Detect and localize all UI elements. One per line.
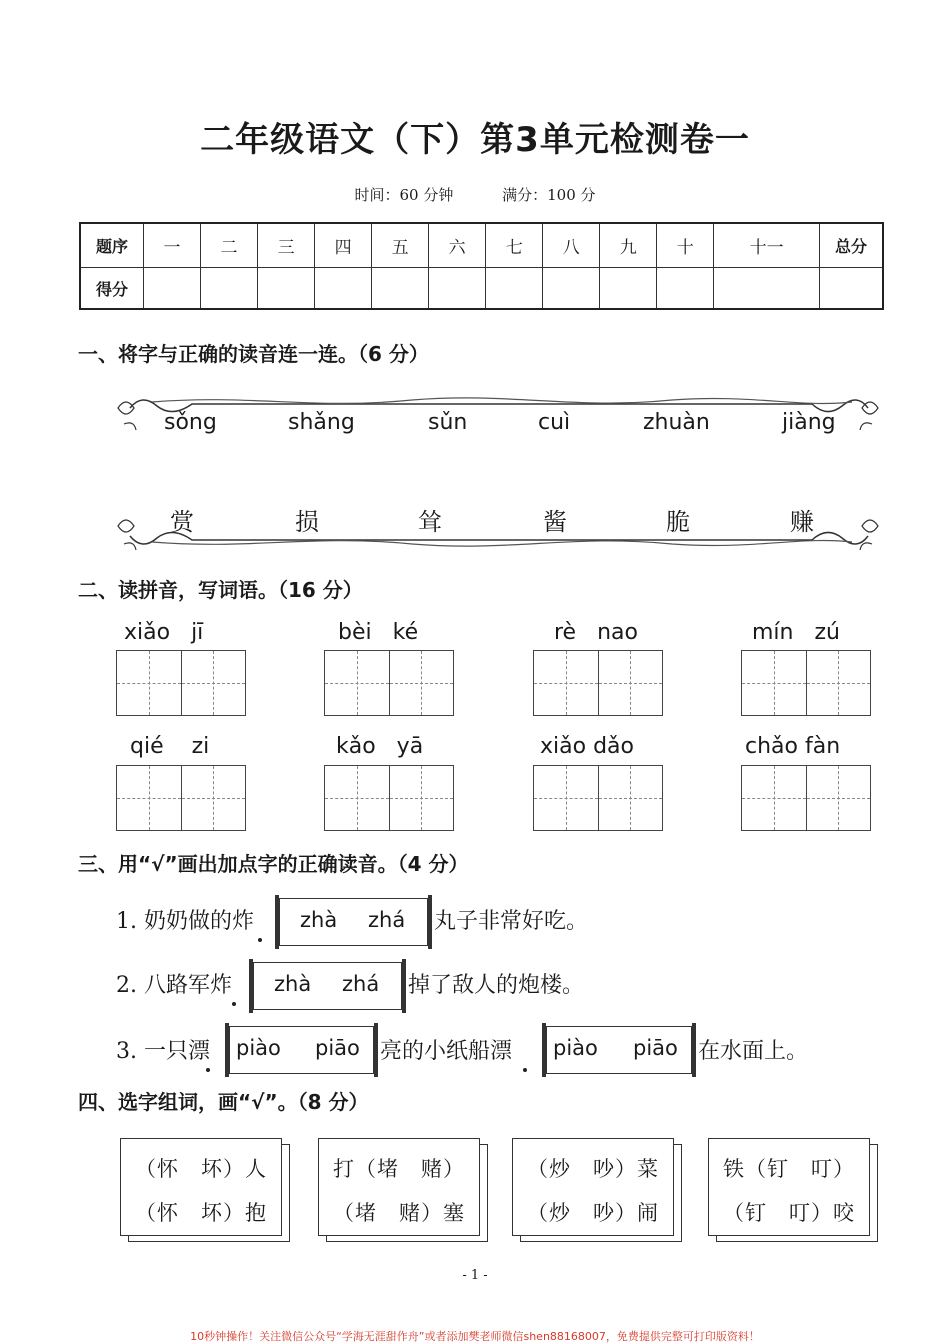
pinyin-option[interactable]: zhuàn: [643, 410, 710, 435]
row-header-number: 题序: [80, 223, 144, 268]
col-4: 四: [315, 223, 372, 268]
sentence-2-suffix: 掉了敌人的炮楼。: [408, 973, 585, 998]
col-5: 五: [372, 223, 429, 268]
col-11: 十一: [714, 223, 820, 268]
word-pinyin: mín zú: [752, 620, 840, 645]
score-cell[interactable]: [714, 268, 820, 309]
q3-title: 三、用“√”画出加点字的正确读音。（4 分）: [78, 852, 469, 876]
sentence-3-suffix: 在水面上。: [698, 1039, 809, 1064]
pinyin-choice[interactable]: zhá: [368, 908, 406, 932]
word-pinyin: bèi ké: [338, 620, 419, 645]
sentence-3-prefix: 3. 一只漂: [116, 1039, 210, 1064]
choice-line[interactable]: （怀 坏）人: [135, 1157, 267, 1181]
pinyin-choice-box[interactable]: [279, 898, 428, 946]
char-option[interactable]: 损: [295, 508, 319, 536]
word-pinyin: chǎo fàn: [745, 734, 841, 759]
word-choice-card[interactable]: [120, 1138, 282, 1236]
pinyin-choice[interactable]: zhà: [300, 908, 338, 932]
col-2: 二: [201, 223, 258, 268]
sentence-3-middle: 亮的小纸船漂: [380, 1039, 513, 1064]
col-7: 七: [486, 223, 543, 268]
score-cell[interactable]: [315, 268, 372, 309]
score-cell[interactable]: [820, 268, 884, 309]
exam-meta: [0, 184, 950, 205]
decorative-border-bottom: [112, 496, 884, 556]
pinyin-choice[interactable]: zhá: [342, 972, 380, 996]
pinyin-choice[interactable]: piāo: [315, 1036, 360, 1060]
score-cell[interactable]: [258, 268, 315, 309]
pinyin-choice[interactable]: piào: [236, 1036, 281, 1060]
score-cell[interactable]: [429, 268, 486, 309]
pinyin-choice[interactable]: piāo: [633, 1036, 678, 1060]
score-cell[interactable]: [201, 268, 258, 309]
writing-grid[interactable]: [116, 650, 246, 716]
word-choice-card[interactable]: [708, 1138, 870, 1236]
choice-line[interactable]: （炒 吵）闹: [527, 1201, 659, 1225]
pinyin-option[interactable]: sǔn: [428, 410, 468, 435]
time-label: 时间：60 分钟: [354, 186, 454, 204]
choice-line[interactable]: （炒 吵）菜: [527, 1157, 659, 1181]
emphasis-dot: [523, 1068, 527, 1072]
col-1: 一: [144, 223, 201, 268]
word-choice-card[interactable]: [512, 1138, 674, 1236]
full-score-label: 满分：100 分: [502, 186, 596, 204]
score-header-row: [80, 223, 883, 268]
pinyin-option[interactable]: sǒng: [164, 410, 217, 435]
emphasis-dot: [206, 1068, 210, 1072]
pinyin-choice[interactable]: piào: [553, 1036, 598, 1060]
q1-title: 一、将字与正确的读音连一连。（6 分）: [78, 342, 429, 366]
writing-grid[interactable]: [116, 765, 246, 831]
word-pinyin: rè nao: [554, 620, 638, 645]
pinyin-option[interactable]: cuì: [538, 410, 571, 435]
pinyin-choice-box[interactable]: [229, 1026, 374, 1074]
score-cell[interactable]: [543, 268, 600, 309]
choice-line[interactable]: （怀 坏）抱: [135, 1201, 267, 1225]
sentence-1-suffix: 丸子非常好吃。: [434, 909, 589, 934]
pinyin-choice-box[interactable]: [253, 962, 402, 1010]
col-3: 三: [258, 223, 315, 268]
col-10: 十: [657, 223, 714, 268]
score-cell[interactable]: [486, 268, 543, 309]
col-8: 八: [543, 223, 600, 268]
writing-grid[interactable]: [533, 765, 663, 831]
char-option[interactable]: 耸: [418, 508, 442, 536]
sentence-2-prefix: 2. 八路军炸: [116, 973, 232, 998]
writing-grid[interactable]: [533, 650, 663, 716]
choice-line[interactable]: （钉 叮）咬: [723, 1201, 855, 1225]
page-number: - 1 -: [462, 1268, 488, 1283]
choice-line[interactable]: 打（堵 赌）: [333, 1157, 465, 1181]
page-title: 二年级语文（下）第3单元检测卷一: [200, 120, 750, 160]
sentence-1-prefix: 1. 奶奶做的炸: [116, 909, 254, 934]
q4-title: 四、选字组词，画“√”。（8 分）: [78, 1090, 369, 1114]
col-total: 总分: [820, 223, 884, 268]
writing-grid[interactable]: [741, 765, 871, 831]
word-pinyin: xiǎo dǎo: [540, 734, 634, 759]
writing-grid[interactable]: [324, 765, 454, 831]
word-pinyin: kǎo yā: [336, 734, 424, 759]
pinyin-choice-box[interactable]: [546, 1026, 692, 1074]
writing-grid[interactable]: [741, 650, 871, 716]
footer-promo: 10秒钟操作！关注微信公众号“学海无涯甜作舟”或者添加樊老师微信shen88168007，免费提供完整可打印版资料！: [190, 1330, 760, 1343]
emphasis-dot: [258, 938, 262, 942]
pinyin-option[interactable]: jiàng: [782, 410, 836, 435]
pinyin-option[interactable]: shǎng: [288, 410, 355, 435]
row-header-score: 得分: [80, 268, 144, 309]
col-6: 六: [429, 223, 486, 268]
choice-line[interactable]: （堵 赌）塞: [333, 1201, 465, 1225]
score-cell[interactable]: [600, 268, 657, 309]
char-option[interactable]: 赏: [170, 508, 194, 536]
score-cell[interactable]: [372, 268, 429, 309]
score-table: [79, 222, 884, 310]
choice-line[interactable]: 铁（钉 叮）: [723, 1157, 855, 1181]
col-9: 九: [600, 223, 657, 268]
char-option[interactable]: 脆: [666, 508, 690, 536]
char-option[interactable]: 赚: [790, 508, 814, 536]
decorative-border-top: [112, 388, 884, 448]
score-value-row: [80, 268, 883, 309]
writing-grid[interactable]: [324, 650, 454, 716]
word-pinyin: qié zi: [130, 734, 210, 759]
char-option[interactable]: 酱: [543, 508, 567, 536]
q2-title: 二、读拼音，写词语。（16 分）: [78, 578, 363, 602]
pinyin-choice[interactable]: zhà: [274, 972, 312, 996]
score-cell[interactable]: [657, 268, 714, 309]
word-pinyin: xiǎo jī: [124, 620, 204, 645]
emphasis-dot: [232, 1002, 236, 1006]
word-choice-card[interactable]: [318, 1138, 480, 1236]
score-cell[interactable]: [144, 268, 201, 309]
